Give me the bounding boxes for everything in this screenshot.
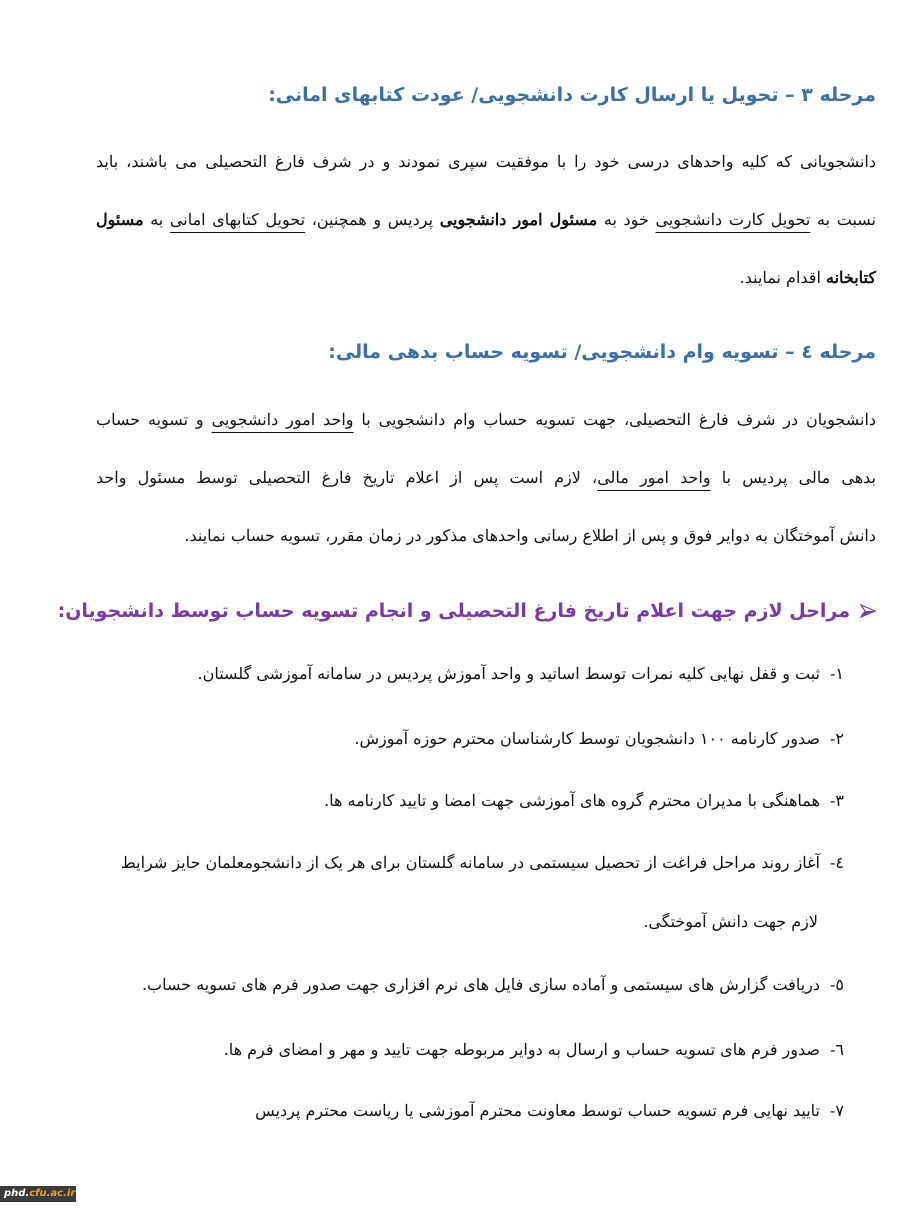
section-3-heading: مرحله ۳ – تحویل یا ارسال کارت دانشجویی/ عودت کتابهای امانی: [268,84,876,106]
step-item-4-continuation [643,912,818,931]
section-4-line-3: دانش آموختگان به دوایر فوق و پس از اطلاع رسانی واحدهای مذکور در زمان مقرر، تسویه حساب نمایند. [184,526,876,545]
step-item-7 [255,1101,844,1120]
step-number: ۱- [830,664,844,683]
section-3-line-3 [96,268,876,287]
underlined-student-affairs-unit: واحد امور دانشجویی [211,410,354,429]
section-3-line-2 [96,210,876,229]
step-text: ثبت و قفل نهایی کلیه نمرات توسط اساتید و واحد آموزش پردیس در سامانه آموزشی گلستان. [197,664,820,683]
bold-student-affairs: مسئول امور دانشجویی [439,210,598,229]
step-number: ۷- [830,1101,844,1120]
section-4-line-2 [96,468,876,487]
text-run: و تسویه حساب [96,410,212,429]
text-run: بدهی مالی پردیس با [710,468,876,487]
step-number: ۳- [830,791,844,810]
steps-heading [58,600,876,622]
site-watermark [0,1186,76,1202]
step-item-4 [121,853,844,872]
step-text: آغاز روند مراحل فراغت از تحصیل سیستمی در سامانه گلستان برای هر یک از دانشجومعلمان حایز شرایط [120,853,820,872]
arrow-right-icon [860,604,876,618]
underlined-finance-unit: واحد امور مالی [597,468,711,487]
step-item-2 [354,729,844,748]
text-run: دانشجویان در شرف فارغ التحصیلی، جهت تسویه حساب وام دانشجویی با [353,410,877,429]
step-number: ٤- [830,853,844,872]
step-text: صدور فرم های تسویه حساب و ارسال به دوایر مربوطه جهت تایید و مهر و امضای فرم ها. [223,1040,820,1059]
underlined-borrowed-books: تحویل کتابهای امانی [169,210,306,229]
section-3-line-1: دانشجویانی که کلیه واحدهای درسی خود را با موفقیت سپری نمودند و در شرف فارغ التحصیلی می باشند، باید [96,152,876,171]
step-item-1 [197,664,844,683]
text-run: نسبت به [810,210,876,229]
step-item-6 [224,1040,844,1059]
step-text: صدور کارنامه ۱۰۰ دانشجویان توسط کارشناسان محترم حوزه آموزش. [354,729,820,748]
steps-heading-text: مراحل لازم جهت اعلام تاریخ فارغ التحصیلی و انجام تسویه حساب توسط دانشجویان: [57,600,850,622]
bold-library: کتابخانه [825,268,876,287]
step-text: تایید نهایی فرم تسویه حساب توسط معاونت محترم آموزشی یا ریاست محترم پردیس [255,1101,820,1120]
section-4-line-1 [96,410,876,429]
step-text: دریافت گزارش های سیستمی و آماده سازی فایل های نرم افزاری جهت صدور فرم های تسویه حساب. [141,975,820,994]
step-number: ٦- [830,1040,844,1059]
bold-responsible: مسئول [96,210,144,229]
step-number: ٥- [830,975,844,994]
step-item-3 [324,791,844,810]
text-run: ، لازم است پس از اعلام تاریخ فارغ التحصیلی توسط مسئول واحد [96,468,598,487]
watermark-domain: cfu.ac.ir [29,1188,76,1199]
text-run: پردیس و همچنین، [305,210,440,229]
text-run: اقدام نمایند. [739,268,826,287]
text-run: به [143,210,170,229]
section-4-heading: مرحله ٤ – تسویه وام دانشجویی/ تسویه حساب بدهی مالی: [328,341,876,363]
underlined-student-card: تحویل کارت دانشجویی [655,210,811,229]
step-text: هماهنگی با مدیران محترم گروه های آموزشی جهت امضا و تایید کارنامه ها. [324,791,820,810]
step-text: لازم جهت دانش آموختگی. [643,912,818,931]
text-run: خود به [597,210,656,229]
step-item-5 [142,975,844,994]
watermark-prefix: phd. [4,1188,30,1199]
step-number: ۲- [830,729,844,748]
